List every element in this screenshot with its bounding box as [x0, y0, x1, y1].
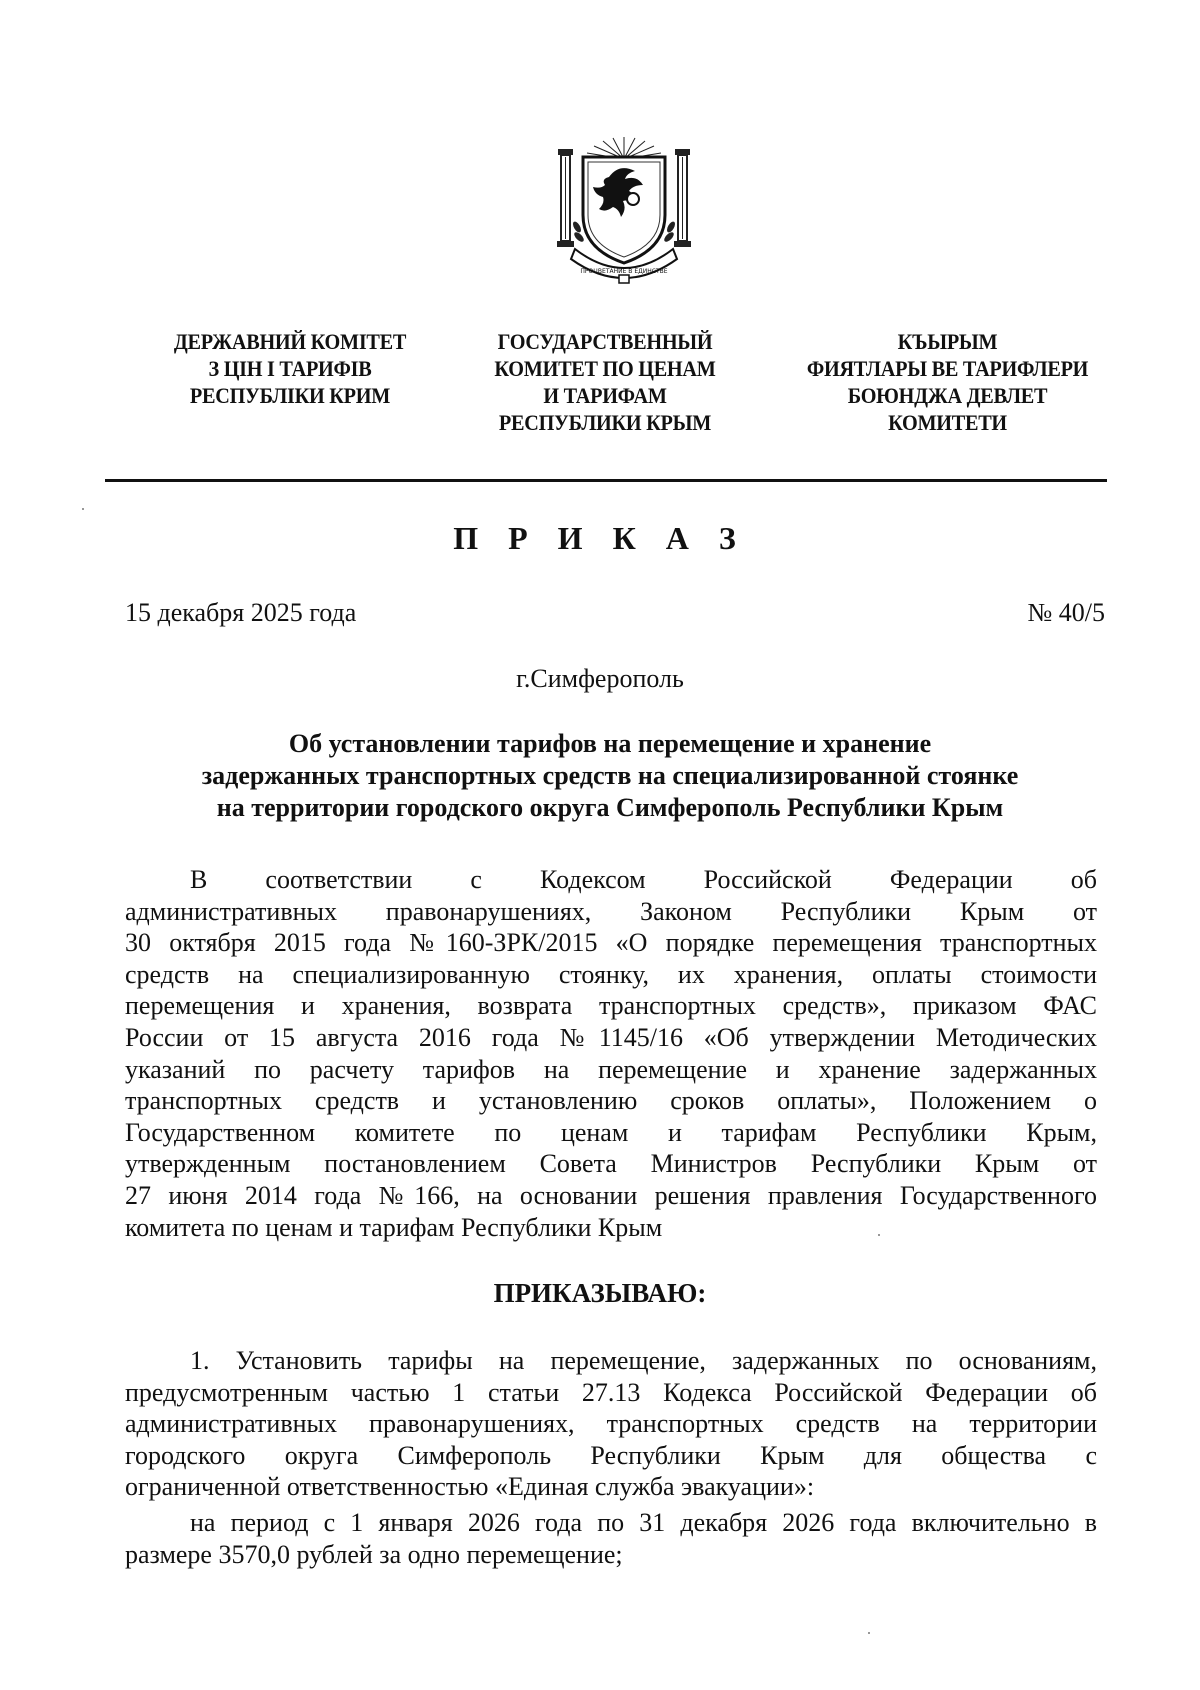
document-city: г.Симферополь — [516, 664, 684, 693]
document-date: 15 декабря 2025 года — [125, 598, 357, 627]
item-1-period-paragraph — [125, 1507, 1097, 1570]
header-divider — [105, 479, 1107, 482]
period-line: размере 3570,0 рублей за одно перемещение; — [125, 1539, 623, 1569]
preamble-line: В соответствии с Кодексом Российской Федерации об — [190, 865, 1097, 894]
item-1-paragraph — [125, 1345, 1097, 1503]
preamble-line: указаний по расчету тарифов на перемещение и хранение задержанных — [125, 1054, 1097, 1084]
subject-line: Об установлении тарифов на перемещение и хранение — [288, 729, 932, 758]
header-ukrainian — [147, 328, 432, 409]
header-russian — [476, 328, 734, 436]
preamble-line: 27 июня 2014 года №166, на основании решения правления Государственного — [125, 1180, 1097, 1210]
order-heading: ПРИКАЗЫВАЮ: — [493, 1278, 707, 1308]
header-left-line: З ЦІН І ТАРИФІВ — [208, 356, 372, 381]
preamble-line: административных правонарушениях, Законом Республики Крым от — [125, 896, 1097, 926]
preamble-line: средств на специализированную стоянку, их хранения, оплаты стоимости — [125, 959, 1097, 989]
document-number: № 40/5 — [1027, 598, 1105, 627]
preamble-line: комитета по ценам и тарифам Республики Крым — [125, 1212, 663, 1242]
period-line: на период с 1 января 2026 года по 31 декабря 2026 года включительно в — [190, 1508, 1097, 1537]
header-left-line: ДЕРЖАВНИЙ КОМІТЕТ — [173, 329, 407, 354]
header-right-line: ФИЯТЛАРЫ ВЕ ТАРИФЛЕРИ — [806, 356, 1089, 381]
header-right-line: КЪЫРЫМ — [897, 329, 998, 354]
emblem-motto: ПРОЦВЕТАНИЕ В ЕДИНСТВЕ — [580, 268, 668, 275]
item-1-line: ограниченной ответственностью «Единая служба эвакуации»: — [125, 1472, 815, 1502]
preamble-line: утвержденным постановлением Совета Министров Республики Крым от — [125, 1149, 1097, 1179]
item-1-line: административных правонарушениях, транспортных средств на территории — [125, 1409, 1097, 1439]
header-mid-line: КОМИТЕТ ПО ЦЕНАМ — [494, 356, 716, 381]
scan-speck — [82, 508, 84, 510]
header-mid-line: И ТАРИФАМ — [543, 383, 667, 408]
header-crimean-tatar — [789, 328, 1106, 436]
preamble-paragraph — [125, 864, 1097, 1243]
header-mid-line: ГОСУДАРСТВЕННЫЙ — [497, 329, 713, 354]
item-1-line: городского округа Симферополь Республики Крым для общества с — [125, 1440, 1097, 1470]
item-1-line: 1. Установить тарифы на перемещение, задержанных по основаниям, — [190, 1346, 1097, 1375]
preamble-line: Государственном комитете по ценам и тарифам Республики Крым, — [125, 1117, 1097, 1147]
preamble-line: 30 октября 2015 года №160-ЗРК/2015 «О порядке перемещения транспортных — [125, 928, 1097, 958]
subject-line: на территории городского округа Симферополь Республики Крым — [216, 793, 1004, 822]
preamble-line: транспортных средств и установлению сроков оплаты», Положением о — [125, 1086, 1097, 1116]
header-right-line: КОМИТЕТИ — [888, 410, 1007, 435]
scan-speck — [868, 1632, 870, 1634]
subject-line: задержанных транспортных средств на специализированной стоянке — [201, 761, 1019, 790]
coat-of-arms-icon — [553, 137, 695, 300]
header-left-line: РЕСПУБЛІКИ КРИМ — [189, 383, 391, 408]
document-title: П Р И К А З — [453, 520, 747, 556]
header-mid-line: РЕСПУБЛИКИ КРЫМ — [498, 410, 712, 435]
scan-speck — [878, 1234, 880, 1236]
document-subject — [120, 728, 1100, 824]
header-right-line: БОЮНДЖА ДЕВЛЕТ — [847, 383, 1048, 408]
item-1-line: предусмотренным частью 1 статьи 27.13 Кодекса Российской Федерации об — [125, 1377, 1097, 1407]
preamble-line: России от 15 августа 2016 года №1145/16 «Об утверждении Методических — [125, 1022, 1097, 1052]
preamble-line: перемещения и хранения, возврата транспортных средств», приказом ФАС — [125, 991, 1097, 1021]
